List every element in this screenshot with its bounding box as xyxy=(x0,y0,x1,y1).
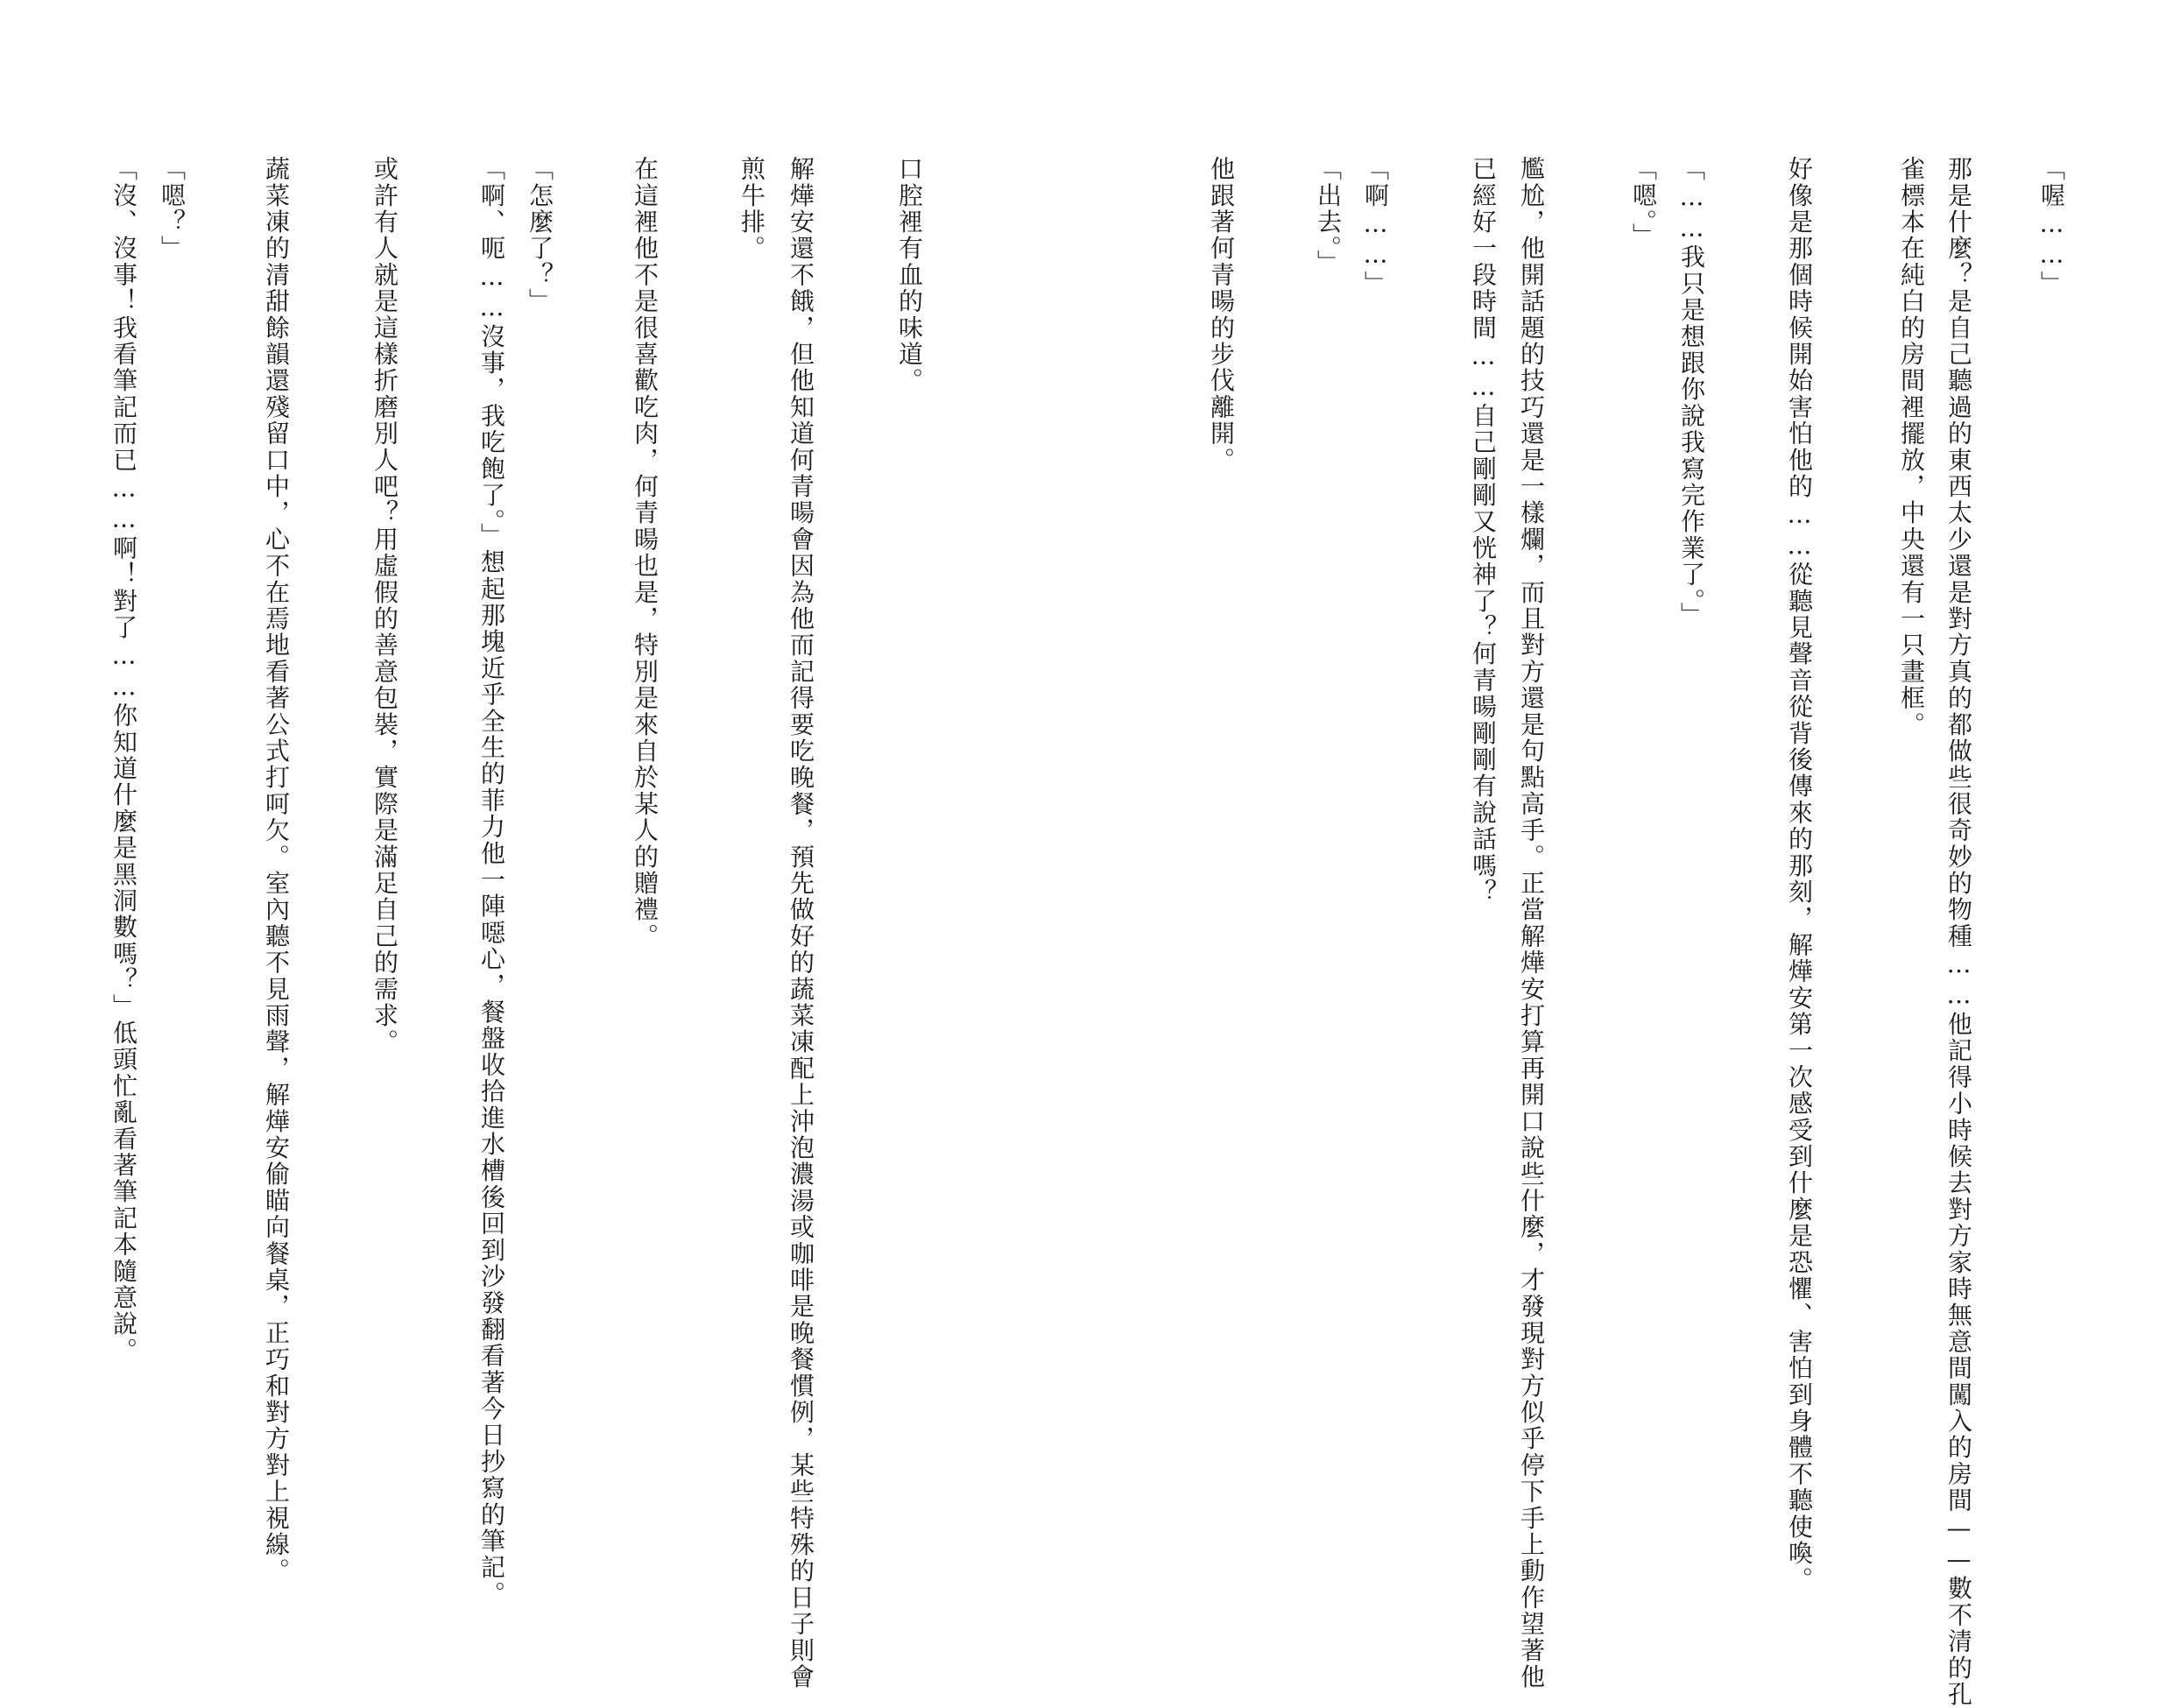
text-column: 「怎麼了？」 xyxy=(526,156,554,315)
text-column: 他跟著何青暘的步伐離開。 xyxy=(1207,156,1236,474)
text-column: 「嗯。」 xyxy=(1629,156,1658,250)
text-column: 那是什麼？是自己聽過的東西太少還是對方真的都做些很奇妙的物種……他記得小時候去對方家時無意間闖入的房間——數不清的孔 xyxy=(1944,156,1973,1708)
text-column: 解燁安還不餓，但他知道何青暘會因為他而記得要吃晚餐，預先做好的蔬菜凍配上沖泡濃湯或咖啡是晚餐慣例，某些特殊的日子則會 xyxy=(787,156,815,1690)
text-column: 「嗯？」 xyxy=(158,156,187,262)
text-column: 「喔……」 xyxy=(2037,156,2066,297)
text-column: 「啊……」 xyxy=(1361,156,1390,297)
text-column: 口腔裡有血的味道。 xyxy=(895,156,924,394)
text-column: 或許有人就是這樣折磨別人吧？用虛假的善意包裝，實際是滿足自己的需求。 xyxy=(370,156,399,1055)
text-column: 「啊、呃……沒事，我吃飽了。」想起那塊近乎全生的菲力他一陣噁心，餐盤收拾進水槽後回到沙發翻看著今日抄寫的筆記。 xyxy=(477,156,506,1607)
text-column: 已經好一段時間……自己剛剛又恍神了？何青暘剛剛有說話嗎？ xyxy=(1469,156,1498,906)
text-column: 好像是那個時候開始害怕他的……從聽見聲音從背後傳來的那刻，解燁安第一次感受到什麼是恐懼、害怕到身體不聽使喚。 xyxy=(1785,156,1814,1593)
text-column: 「……我只是想跟你說我寫完作業了。」 xyxy=(1677,156,1706,629)
text-column: 在這裡他不是很喜歡吃肉，何青暘也是，特別是來自於某人的贈禮。 xyxy=(631,156,660,949)
text-column: 「出去。」 xyxy=(1314,156,1343,276)
text-column: 「沒、沒事！我看筆記而已……啊！對了……你知道什麼是黑洞數嗎？」低頭忙亂看著筆記本隨意說。 xyxy=(109,156,138,1364)
text-column: 尷尬，他開話題的技巧還是一樣爛，而且對方還是句點高手。正當解燁安打算再開口說些什麼，才發現對方似乎停下手上動作望著他 xyxy=(1517,156,1546,1690)
text-column: 煎牛排。 xyxy=(737,156,766,262)
text-column: 蔬菜凍的清甜餘韻還殘留口中，心不在焉地看著公式打呵欠。室內聽不見雨聲，解燁安偷瞄向餐桌，正巧和對方對上視線。 xyxy=(262,156,291,1584)
text-column: 雀標本在純白的房間裡擺放，中央還有一只畫框。 xyxy=(1897,156,1926,738)
